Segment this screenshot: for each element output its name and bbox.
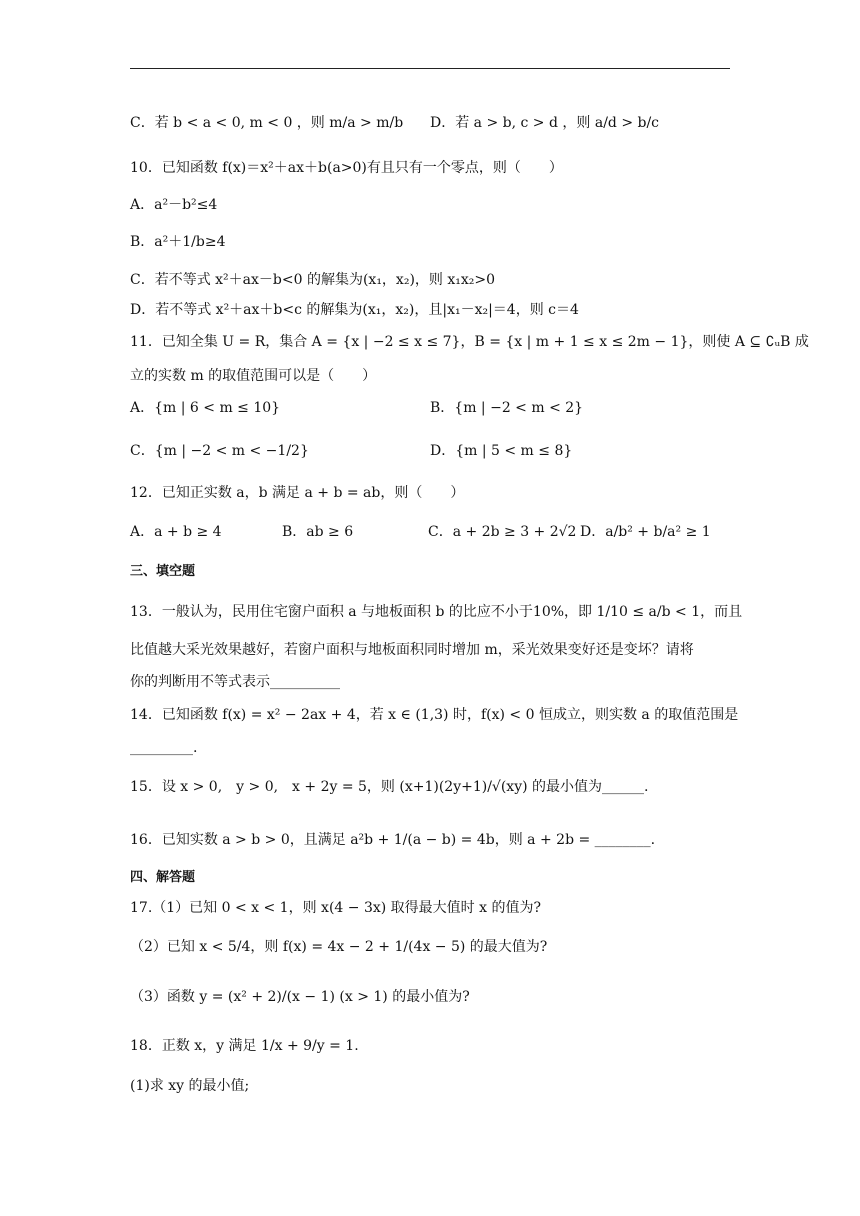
option-9c: C．若 b < a < 0, m < 0 ，则 m/a > m/b — [130, 115, 404, 131]
option-11b: B．{m | −2 < m < 2} — [430, 400, 584, 416]
question-13-line2: 比值越大采光效果越好，若窗户面积与地板面积同时增加 m，采光效果变好还是变坏？请将 — [130, 642, 694, 658]
question-18-part1: (1)求 xy 的最小值; — [130, 1078, 250, 1094]
option-12a: A．a + b ≥ 4 — [130, 524, 222, 540]
question-12: 12．已知正实数 a，b 满足 a + b = ab，则（ ） — [130, 485, 465, 501]
question-14-line1: 14．已知函数 f(x) = x² − 2ax + 4，若 x ∈ (1,3) 时，f(x) < 0 恒成立，则实数 a 的取值范围是 — [130, 707, 739, 723]
question-17-part2: （2）已知 x < 5/4，则 f(x) = 4x − 2 + 1/(4x − 5) 的最大值为? — [130, 939, 548, 955]
question-16: 16．已知实数 a > b > 0，且满足 a²b + 1/(a − b) = 4b，则 a + 2b = ________. — [130, 832, 656, 848]
option-11d: D．{m | 5 < m ≤ 8} — [430, 443, 573, 459]
question-11-line1: 11．已知全集 U = R，集合 A = {x | −2 ≤ x ≤ 7}，B = {x | m + 1 ≤ x ≤ 2m − 1}，则使 A ⊆ ∁ᵤB 成 — [130, 334, 809, 350]
question-10: 10．已知函数 f(x)＝x²＋ax＋b(a>0)有且只有一个零点，则（ ） — [130, 160, 563, 176]
option-12c: C．a + 2b ≥ 3 + 2√2 — [428, 524, 577, 540]
header-rule — [130, 68, 730, 69]
option-11a: A．{m | 6 < m ≤ 10} — [130, 400, 281, 416]
option-12d: D．a/b² + b/a² ≥ 1 — [580, 524, 711, 540]
option-10b: B．a²＋1/b≥4 — [130, 234, 226, 250]
question-11-line2: 立的实数 m 的取值范围可以是（ ） — [130, 368, 377, 384]
question-13-line3: 你的判断用不等式表示__________ — [130, 674, 340, 690]
option-12b: B．ab ≥ 6 — [282, 524, 354, 540]
option-9d: D．若 a > b, c > d ，则 a/d > b/c — [430, 115, 660, 131]
option-10c: C．若不等式 x²＋ax－b<0 的解集为(x₁，x₂)，则 x₁x₂>0 — [130, 272, 496, 288]
question-14-line2: _________. — [130, 740, 198, 756]
option-11c: C．{m | −2 < m < −1/2} — [130, 443, 309, 459]
option-10a: A．a²－b²≤4 — [130, 197, 218, 213]
section-answer-title: 四、解答题 — [130, 870, 196, 885]
question-18: 18．正数 x，y 满足 1/x + 9/y = 1. — [130, 1038, 359, 1054]
option-10d: D．若不等式 x²＋ax＋b<c 的解集为(x₁，x₂)，且|x₁－x₂|＝4，则 c＝4 — [130, 302, 579, 318]
question-15: 15．设 x > 0, y > 0, x + 2y = 5，则 (x+1)(2y+1)/√(xy) 的最小值为______. — [130, 779, 649, 795]
question-17-part3: （3）函数 y = (x² + 2)/(x − 1) (x > 1) 的最小值为? — [130, 989, 470, 1005]
section-fill-in-title: 三、填空题 — [130, 564, 196, 579]
question-13-line1: 13．一般认为，民用住宅窗户面积 a 与地板面积 b 的比应不小于10%，即 1/10 ≤ a/b < 1，而且 — [130, 604, 743, 620]
question-17-part1: 17.（1）已知 0 < x < 1，则 x(4 − 3x) 取得最大值时 x 的值为? — [130, 900, 541, 916]
